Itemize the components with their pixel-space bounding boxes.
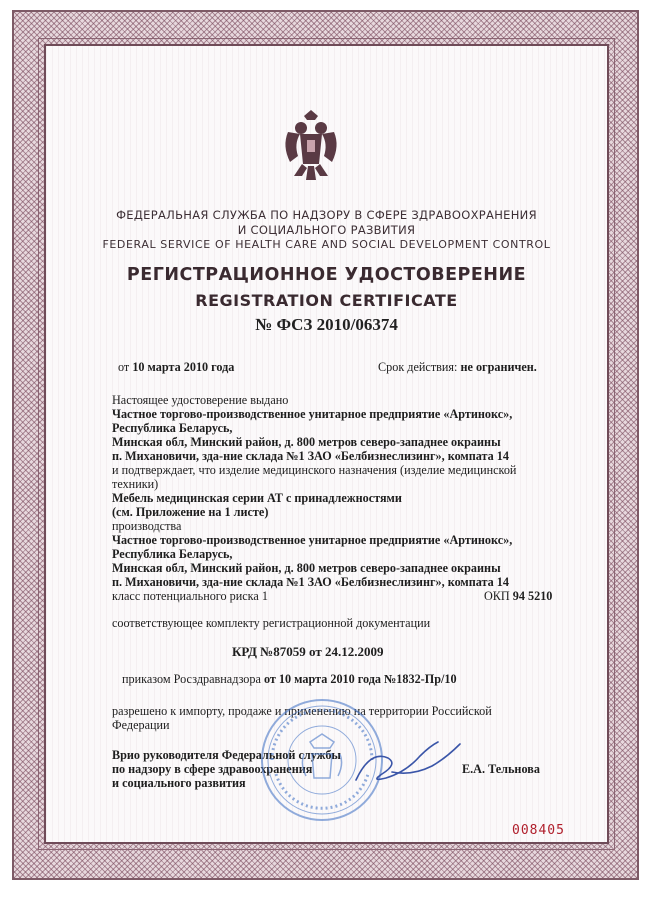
holder-address-line1: Минская обл, Минский район, д. 800 метров северо-западнее окраины (112, 435, 501, 449)
signatory-line3: и социального развития (112, 776, 246, 790)
manufacturer-address-line2: п. Михановичи, зда-ние склада №1 ЗАО «Белбизнеслизинг», компата 14 (112, 575, 509, 589)
issue-date (118, 360, 234, 374)
krd-reference: КРД №87059 от 24.12.2009 (232, 644, 384, 659)
issue-date-prefix: от (118, 360, 130, 374)
title-en: REGISTRATION CERTIFICATE (195, 291, 458, 310)
validity-label: Срок действия: (378, 360, 458, 374)
holder-address-line2: п. Михановичи, зда-ние склада №1 ЗАО «Белбизнеслизинг», компата 14 (112, 449, 509, 463)
okp-code (484, 589, 552, 603)
signatory-line1: Врио руководителя Федеральной службы (112, 748, 341, 762)
signatory-line2: по надзору в сфере здравоохранения (112, 762, 313, 776)
agency-name-en: FEDERAL SERVICE OF HEALTH CARE AND SOCIAL DEVELOPMENT CONTROL (102, 238, 551, 251)
manufacturer-line2: Республика Беларусь, (112, 547, 233, 561)
double-headed-eagle-icon (282, 108, 340, 188)
order-line (122, 672, 457, 686)
agency-name-ru-line1: ФЕДЕРАЛЬНАЯ СЛУЖБА ПО НАДЗОРУ В СФЕРЕ ЗДРАВООХРАНЕНИЯ (116, 208, 537, 222)
issue-date-value: 10 марта 2010 года (132, 360, 235, 374)
manufacturer-label: производства (112, 519, 182, 533)
order-prefix: приказом Росздравнадзора (122, 672, 261, 686)
corresponds-text: соответствующее комплекту регистрационной документации (112, 616, 431, 630)
agency-name-ru-line2: И СОЦИАЛЬНОГО РАЗВИТИЯ (237, 223, 416, 237)
title-ru: РЕГИСТРАЦИОННОЕ УДОСТОВЕРЕНИЕ (126, 265, 527, 285)
signature (352, 732, 464, 794)
permission-line1: разрешено к импорту, продаже и применению на территории Российской (112, 704, 492, 718)
confirms-line1: и подтверждает, что изделие медицинского назначения (изделие медицинской (112, 463, 517, 477)
risk-class: класс потенциального риска 1 (112, 589, 268, 603)
manufacturer-line1: Частное торгово-производственное унитарное предприятие «Артинокс», (112, 533, 513, 547)
product-appendix: (см. Приложение на 1 листе) (112, 505, 269, 519)
validity-value: не ограничен. (460, 360, 537, 374)
confirms-line2: техники) (112, 477, 159, 491)
issued-to-label: Настоящее удостоверение выдано (112, 393, 289, 407)
okp-label: ОКП (484, 589, 510, 603)
validity (378, 360, 537, 374)
serial-number: 008405 (512, 823, 565, 838)
holder-line1: Частное торгово-производственное унитарное предприятие «Артинокс», (112, 407, 513, 421)
product-name: Мебель медицинская серии АТ с принадлежностями (112, 491, 402, 505)
permission-line2: Федерации (112, 718, 170, 732)
okp-value: 94 5210 (512, 589, 553, 603)
manufacturer-address-line1: Минская обл, Минский район, д. 800 метров северо-западнее окраины (112, 561, 501, 575)
certificate-number: № ФСЗ 2010/06374 (255, 315, 398, 334)
signatory-name: Е.А. Тельнова (462, 762, 540, 776)
order-value: от 10 марта 2010 года №1832-Пр/10 (263, 672, 457, 686)
holder-line2: Республика Беларусь, (112, 421, 233, 435)
